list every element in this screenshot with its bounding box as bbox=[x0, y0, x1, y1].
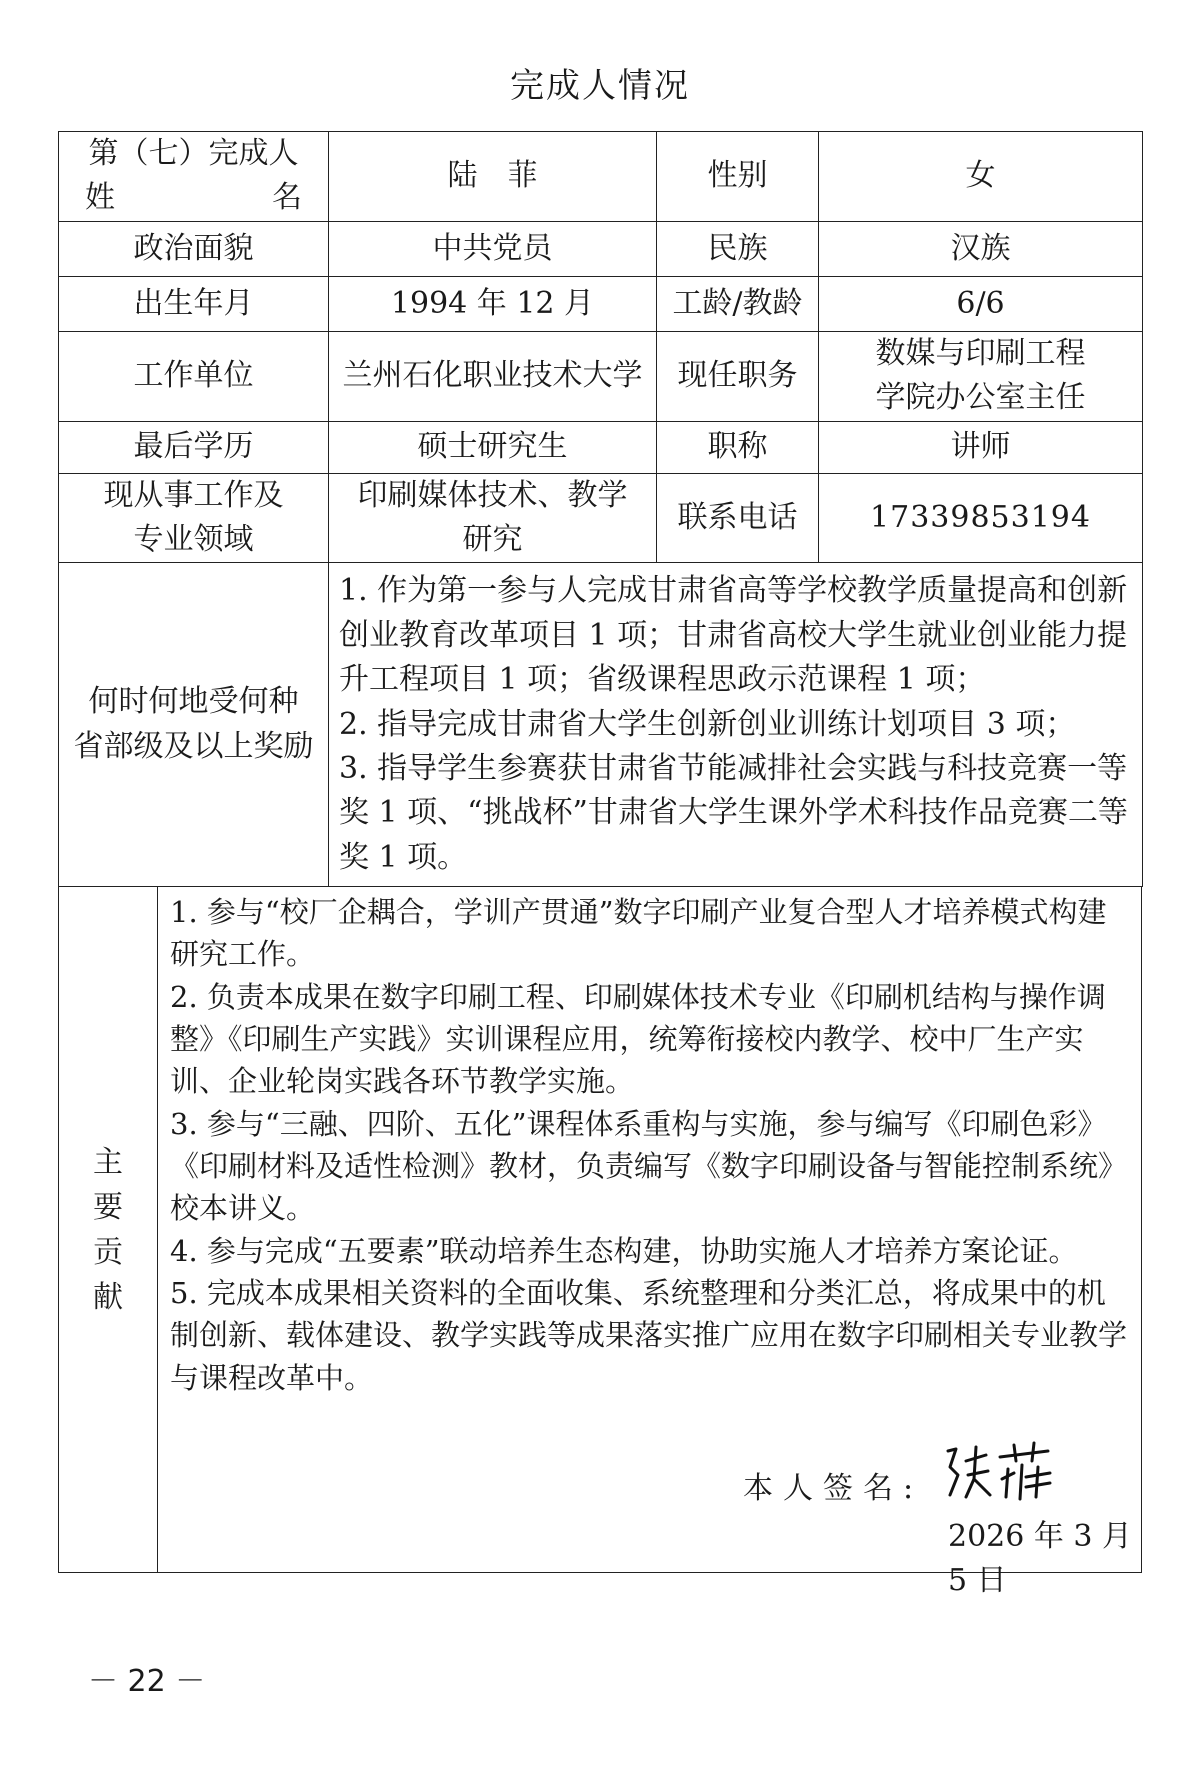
awards-label bbox=[59, 563, 329, 887]
info-table bbox=[58, 131, 1143, 887]
position-value-line: 学院办公室主任 bbox=[875, 380, 1086, 416]
award-item: 1. 作为第一参与人完成甘肃省高等学校教学质量提高和创新创业教育改革项目 1 项；甘肃省高校大学生就业创业能力提升工程项目 1 项；省级课程思政示范课程 1 项； bbox=[339, 573, 1128, 698]
title-value: 讲师 bbox=[819, 421, 1143, 473]
ethnicity-label: 民族 bbox=[657, 221, 819, 276]
table-row bbox=[59, 276, 1143, 331]
contributions-label-char: 献 bbox=[93, 1279, 123, 1315]
contributions-label-char: 主 bbox=[93, 1144, 123, 1180]
birth-value: 1994 年 12 月 bbox=[329, 276, 657, 331]
contributions-content bbox=[158, 887, 1141, 1598]
contributions-label-char: 要 bbox=[93, 1189, 123, 1225]
position-label: 现任职务 bbox=[657, 331, 819, 421]
ethnicity-value: 汉族 bbox=[819, 221, 1143, 276]
phone-label: 联系电话 bbox=[657, 473, 819, 563]
education-label: 最后学历 bbox=[59, 421, 329, 473]
contribution-item: 1. 参与“校厂企耦合，学训产贯通”数字印刷产业复合型人才培养模式构建研究工作。 bbox=[170, 895, 1107, 972]
contribution-item: 3. 参与“三融、四阶、五化”课程体系重构与实施，参与编写《印刷色彩》《印刷材料及适性检测》教材，负责编写《数字印刷设备与智能控制系统》校本讲义。 bbox=[170, 1106, 1128, 1226]
page-number: － 22 － bbox=[88, 1664, 206, 1699]
name-label-char: 姓 bbox=[85, 180, 115, 216]
awards-label-line: 何时何地受何种 bbox=[88, 684, 299, 720]
contribution-item: 4. 参与完成“五要素”联动培养生态构建，协助实施人才培养方案论证。 bbox=[170, 1233, 1078, 1268]
name-value: 陆 菲 bbox=[329, 132, 657, 222]
birth-label: 出生年月 bbox=[59, 276, 329, 331]
politics-value: 中共党员 bbox=[329, 221, 657, 276]
table-row bbox=[59, 221, 1143, 276]
name-label-cell bbox=[59, 132, 329, 222]
gender-value: 女 bbox=[819, 132, 1143, 222]
award-item: 3. 指导学生参赛获甘肃省节能减排社会实践与科技竞赛一等奖 1 项、“挑战杯”甘肃省大学生课外学术科技作品竞赛二等奖 1 项。 bbox=[339, 750, 1128, 875]
education-value: 硕士研究生 bbox=[329, 421, 657, 473]
politics-label: 政治面貌 bbox=[59, 221, 329, 276]
position-value-line: 数媒与印刷工程 bbox=[875, 335, 1086, 371]
field-label bbox=[59, 473, 329, 563]
seniority-label: 工龄/教龄 bbox=[657, 276, 819, 331]
handwritten-signature bbox=[938, 1439, 1058, 1503]
sign-date: 2026 年 3 月 5 日 bbox=[948, 1519, 1133, 1598]
field-value bbox=[329, 473, 657, 563]
form-sheet bbox=[58, 131, 1142, 1641]
name-label-line1: 第（七）完成人 bbox=[88, 136, 299, 171]
field-label-line: 现从事工作及 bbox=[103, 477, 284, 513]
work-unit-label: 工作单位 bbox=[59, 331, 329, 421]
gender-label: 性别 bbox=[657, 132, 819, 222]
contribution-item: 2. 负责本成果在数字印刷工程、印刷媒体技术专业《印刷机结构与操作调整》《印刷生产实践》实训课程应用，统筹衔接校内教学、校中厂生产实训、企业轮岗实践各环节教学实施。 bbox=[170, 979, 1106, 1099]
table-row bbox=[59, 473, 1143, 563]
title-label: 职称 bbox=[657, 421, 819, 473]
field-value-line: 印刷媒体技术、教学 bbox=[357, 477, 628, 513]
contributions-section bbox=[58, 887, 1142, 1598]
name-label-line2 bbox=[67, 176, 320, 220]
award-item: 2. 指导完成甘肃省大学生创新创业训练计划项目 3 项； bbox=[339, 706, 1076, 742]
contributions-label-char: 贡 bbox=[93, 1234, 123, 1270]
contributions-label bbox=[59, 887, 158, 1572]
phone-value: 17339853194 bbox=[819, 473, 1143, 563]
work-unit-value: 兰州石化职业技术大学 bbox=[329, 331, 657, 421]
table-row bbox=[59, 421, 1143, 473]
table-row bbox=[59, 563, 1143, 887]
page-title: 完成人情况 bbox=[510, 66, 690, 106]
awards-label-line: 省部级及以上奖励 bbox=[73, 728, 314, 764]
table-row bbox=[59, 132, 1143, 222]
contribution-item: 5. 完成本成果相关资料的全面收集、系统整理和分类汇总，将成果中的机制创新、载体建设、教学实践等成果落实推广应用在数字印刷相关专业教学与课程改革中。 bbox=[170, 1276, 1128, 1395]
signature-label: 本人签名: bbox=[743, 1471, 924, 1507]
position-value bbox=[819, 331, 1143, 421]
name-label-char: 名 bbox=[272, 180, 302, 216]
table-row bbox=[59, 331, 1143, 421]
seniority-value: 6/6 bbox=[819, 276, 1143, 331]
awards-content bbox=[329, 563, 1143, 887]
field-value-line: 研究 bbox=[462, 521, 523, 557]
field-label-line: 专业领域 bbox=[133, 521, 254, 557]
